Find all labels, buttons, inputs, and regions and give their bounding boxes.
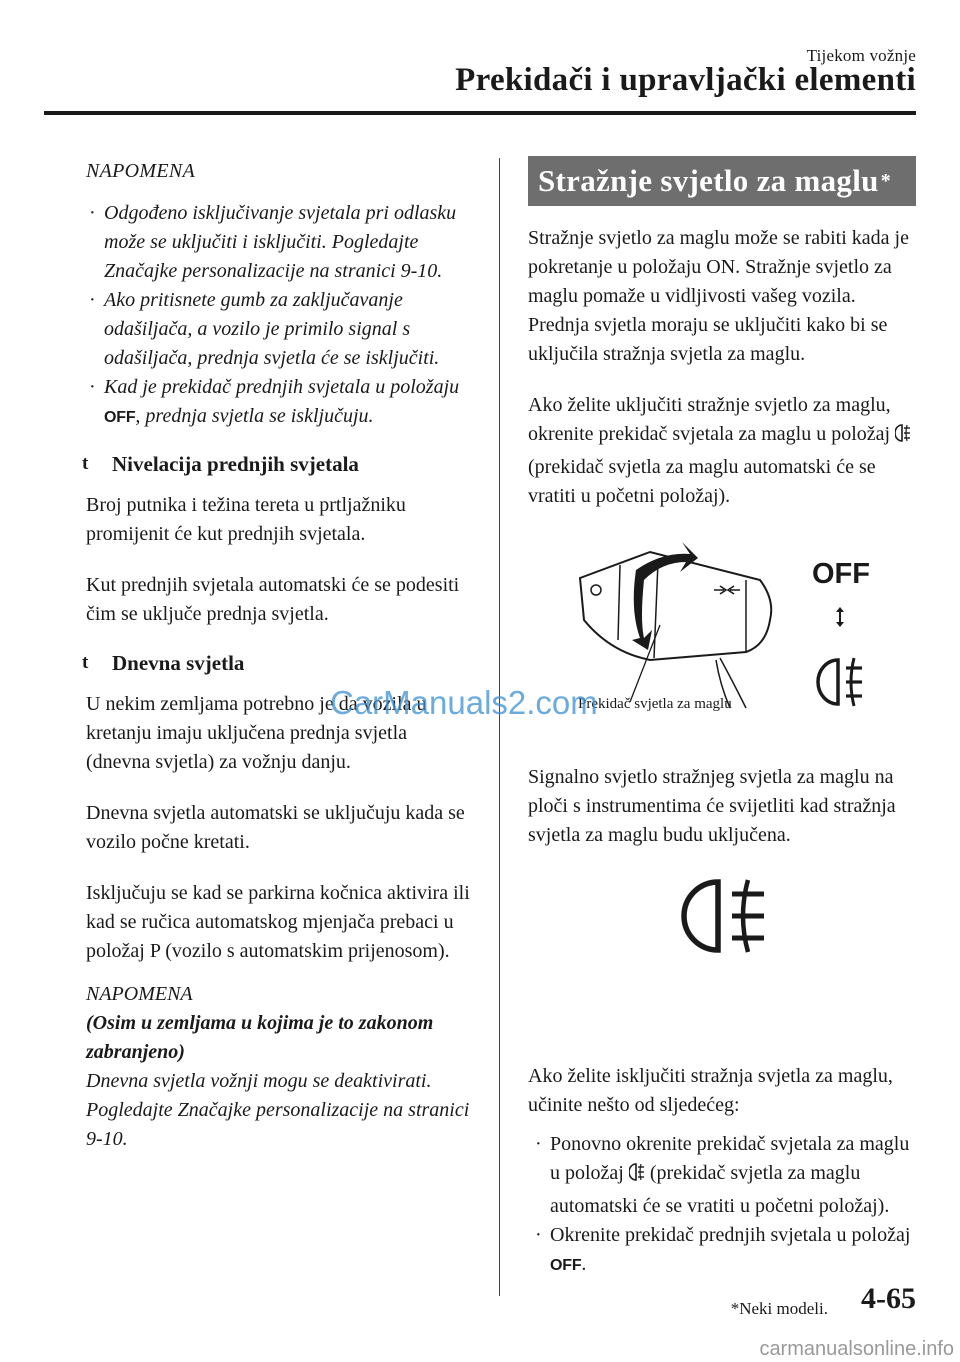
up-down-arrow-icon xyxy=(834,606,846,633)
subsection-heading xyxy=(82,651,476,676)
paragraph: U nekim zemljama potrebno je da vozila u kretanju imaju uključena prednja svjetla (dnevna svjetla) za vožnju danju. xyxy=(86,693,427,773)
subsection-title: Nivelacija prednjih svjetala xyxy=(112,452,359,476)
list-item-text: Ponovno okrenite prekidač svjetala za maglu u položaj xyxy=(550,1133,910,1184)
header-rule xyxy=(44,111,916,115)
note-list xyxy=(86,199,476,432)
footer-note: *Neki modeli. xyxy=(730,1299,828,1318)
note-item xyxy=(86,373,476,432)
paragraph: Broj putnika i težina tereta u prtljažniku promijenit će kut prednjih svjetala. xyxy=(86,494,406,545)
fog-switch-illustration xyxy=(570,540,790,710)
note-heading: NAPOMENA xyxy=(86,983,193,1005)
paragraph: Isključuju se kad se parkirna kočnica aktivira ili kad se ručica automatskog mjenjača prebaci u položaj P (vozilo s automatskim prijenosom). xyxy=(86,882,470,962)
list-item-text: Okrenite prekidač prednjih svjetala u položaj xyxy=(550,1224,911,1246)
note-item-text: Kad je prekidač prednjih svjetala u položaju xyxy=(104,376,460,398)
paragraph: Stražnje svjetlo za maglu može se rabiti kada je pokretanje u položaju ON. Stražnje svjetlo za maglu pomaže u vidljivosti vašeg vozila. Prednja svjetla moraju se uključiti kako bi se uključila stražnja svjetla za maglu. xyxy=(528,227,909,365)
note-line: Pogledajte Značajke personalizacije na stranici 9-10. xyxy=(86,1099,470,1150)
list-item-text: (prekidač svjetla za maglu automatski će se vratiti u početni položaj). xyxy=(550,1162,890,1217)
paragraph: Dnevna svjetla automatski se uključuju kada se vozilo počne kretati. xyxy=(86,802,465,853)
rear-fog-indicator-icon xyxy=(680,876,770,961)
watermark: CarManuals2.com xyxy=(330,684,598,721)
note-item: · Ako pritisnete gumb za zaključavanje odašiljača, a vozilo je primilo signal s odašiljača, prednja svjetla će se isključiti. xyxy=(86,286,476,373)
left-column xyxy=(82,160,476,1154)
paragraph: Signalno svjetlo stražnjeg svjetla za maglu na ploči s instrumentima će svijetliti kad stražnja svjetla za maglu budu uključena. xyxy=(528,766,896,846)
note-block xyxy=(86,980,476,1154)
section-star: * xyxy=(880,169,891,192)
paragraph: Kut prednjih svjetala automatski će se podesiti čim se uključe prednja svjetla. xyxy=(86,574,460,625)
subsection-marker: t xyxy=(82,453,89,474)
section-title-box xyxy=(528,156,916,206)
paragraph-text: (prekidač svjetla za maglu automatski će se vratiti u početni položaj). xyxy=(528,456,876,507)
paragraph: Ako želite isključiti stražnja svjetla za maglu, učinite nešto od sljedećeg: xyxy=(528,1065,893,1116)
list-item xyxy=(528,1130,918,1221)
page-title: Prekidači i upravljački elementi xyxy=(455,62,916,98)
note-item-text: , prednja svjetla se isključuju. xyxy=(135,405,374,427)
page-number: 4-65 xyxy=(861,1282,916,1315)
subsection-marker: t xyxy=(82,652,89,673)
note-line: Dnevna svjetla vožnji mogu se deaktivirati. xyxy=(86,1070,432,1092)
off-label: OFF xyxy=(550,1257,582,1274)
column-divider xyxy=(499,158,500,1296)
off-label: OFF xyxy=(104,409,136,426)
figure-caption: Prekidač svjetla za maglu xyxy=(578,696,732,712)
list-item: · Okrenite prekidač prednjih svjetala u položaj OFF. xyxy=(528,1221,918,1280)
off-label-large: OFF xyxy=(812,558,870,590)
section-title: Stražnje svjetlo za maglu xyxy=(538,163,879,198)
fog-light-icon xyxy=(895,422,911,453)
paragraph-text: Ako želite uključiti stražnje svjetlo za maglu, okrenite prekidač svjetala za maglu u položaj xyxy=(528,394,891,445)
paragraph xyxy=(528,391,918,511)
subsection-heading xyxy=(82,452,476,477)
rear-fog-light-icon xyxy=(816,654,866,715)
watermark-bottom: carmanualsonline.info xyxy=(759,1338,954,1360)
note-heading: NAPOMENA xyxy=(86,160,196,182)
header-chapter: Tijekom vožnje xyxy=(806,46,916,65)
fog-light-icon xyxy=(629,1161,645,1192)
note-condition: (Osim u zemljama u kojima je to zakonom zabranjeno) xyxy=(86,1012,434,1063)
subsection-title: Dnevna svjetla xyxy=(112,651,245,675)
note-item: · Odgođeno isključivanje svjetala pri odlasku može se uključiti i isključiti. Pogledajte Značajke personalizacije na stranici 9-10. xyxy=(86,199,476,286)
